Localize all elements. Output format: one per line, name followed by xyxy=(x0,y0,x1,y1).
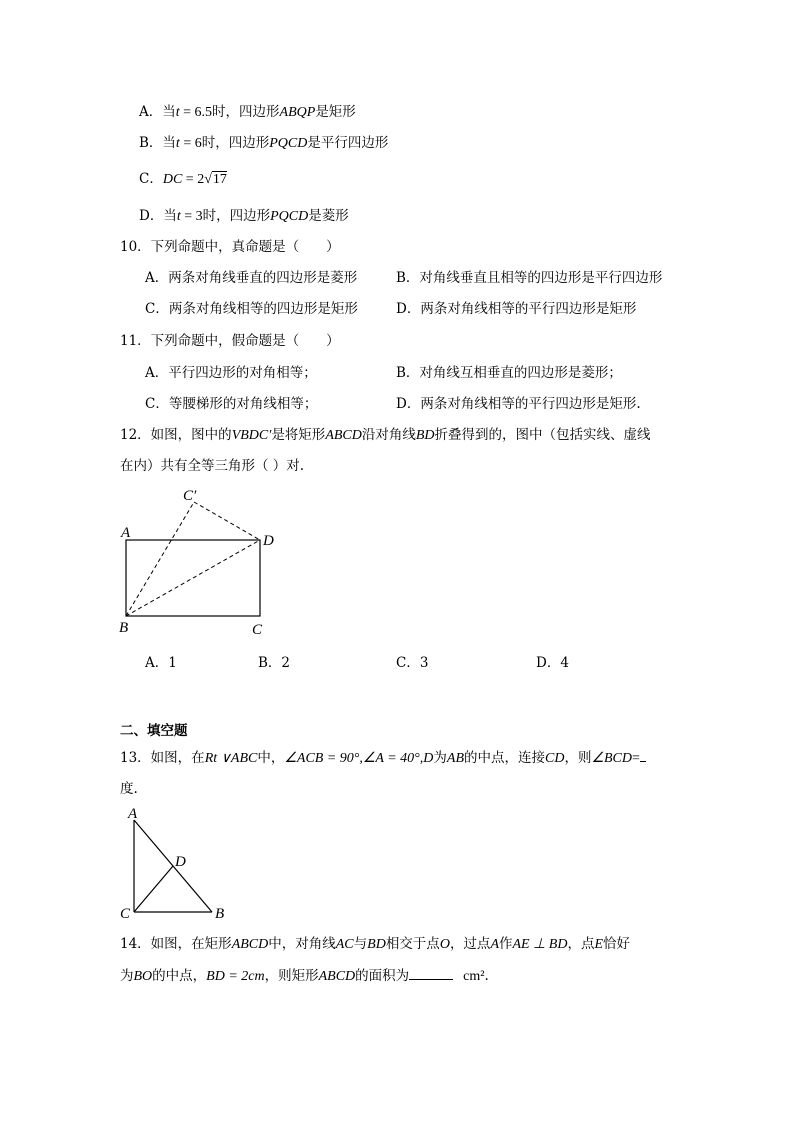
q12-stem-line1: 12．如图，图中的VBDC′是将矩形ABCD沿对角线BD折叠得到的，图中（包括实线、虚线 xyxy=(120,427,651,443)
q12-option-b: B．2 xyxy=(258,655,291,671)
label-c: C xyxy=(252,622,263,638)
q14-stem-line2: 为BO的中点，BD = 2cm，则矩形ABCD的面积为 cm². xyxy=(120,968,489,984)
q10-option-b: B．对角线垂直且相等的四边形是平行四边形 xyxy=(396,270,663,286)
q14-stem-line1: 14．如图，在矩形ABCD中，对角线AC与BD相交于点O，过点A作AE ⊥ BD，点E恰好 xyxy=(120,936,631,952)
q11-option-b: B．对角线互相垂直的四边形是菱形； xyxy=(396,365,622,381)
q11-option-d: D．两条对角线相等的平行四边形是矩形. xyxy=(396,396,641,412)
label-c-prime: C′ xyxy=(183,488,197,504)
diagonal-bd xyxy=(126,540,260,616)
q9-option-a: A．当t = 6.5时，四边形ABQP是矩形 xyxy=(139,104,356,120)
label-b: B xyxy=(215,906,225,922)
q9-option-d: D．当t = 3时，四边形PQCD是菱形 xyxy=(139,208,349,224)
q13-stem-line1: 13．如图，在Rt ∨ABC中，∠ACB = 90°,∠A = 40°,D为AB的中点，连接CD，则∠BCD= xyxy=(120,748,646,769)
median-cd xyxy=(134,866,173,912)
label-d: D xyxy=(175,854,186,870)
q10-option-c: C．两条对角线相等的四边形是矩形 xyxy=(145,301,358,317)
q10-option-a: A．两条对角线垂直的四边形是菱形 xyxy=(145,270,358,286)
q13-stem-line2: 度. xyxy=(120,781,138,797)
q10-stem: 10．下列命题中，真命题是（ ） xyxy=(120,239,340,255)
q9-option-b: B．当t = 6时，四边形PQCD是平行四边形 xyxy=(139,135,389,151)
q12-option-c: C．3 xyxy=(396,655,429,671)
q10-option-d: D．两条对角线相等的平行四边形是矩形 xyxy=(396,301,637,317)
q11-option-a: A．平行四边形的对角相等； xyxy=(145,365,317,381)
label-a: A xyxy=(121,525,131,541)
segment-bc-prime xyxy=(126,502,194,616)
section-heading: 二、填空题 xyxy=(120,723,188,739)
q12-option-d: D．4 xyxy=(536,655,569,671)
label-d: D xyxy=(263,533,274,549)
label-b: B xyxy=(119,620,129,636)
q13-figure xyxy=(112,804,237,924)
q12-figure xyxy=(110,482,290,642)
q11-stem: 11．下列命题中，假命题是（ ） xyxy=(120,333,340,349)
q11-option-c: C．等腰梯形的对角线相等； xyxy=(145,396,318,412)
segment-c-prime-d xyxy=(194,502,260,540)
q9-option-c: C．DC = 2√17 xyxy=(139,171,227,187)
label-c: C xyxy=(120,906,131,922)
q12-stem-line2: 在内）共有全等三角形（ ）对. xyxy=(120,458,305,474)
label-a: A xyxy=(128,806,138,822)
answer-blank[interactable] xyxy=(409,979,453,980)
q12-option-a: A．1 xyxy=(145,655,177,671)
